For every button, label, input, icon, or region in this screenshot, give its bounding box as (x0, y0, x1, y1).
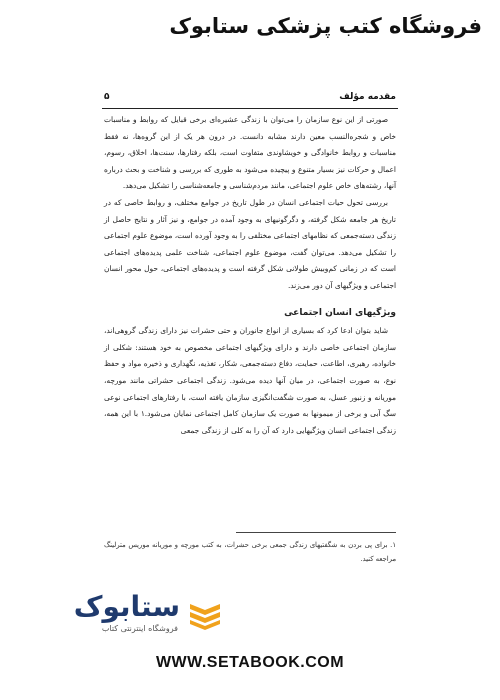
logo-brand: ستابوک (73, 590, 180, 623)
page-header-title: مقدمه مؤلف (339, 92, 396, 102)
page-body (104, 112, 396, 439)
page-number: ۵ (104, 92, 110, 102)
footnote-rule (236, 532, 396, 533)
paragraph: صورتی از این نوع سازمان را می‌توان با زندگی عشیره‌ای برخی قبایل که روابط و مناسبات خاص و شجره‌النسب معین دارند مشابه دانست. در درون هر یک از این گروه‌ها، نه فقط مناسبات و روابط خانوادگی و خویشاوندی متفاوت است، بلکه رفتارها، سنت‌ها، اخلاق، رسوم، اعمال و حرکات نیز بسیار متنوع و پیچیده می‌شود به طوری که بررسی و شناخت و بحث درباره آنها، رشته‌های خاص علوم اجتماعی، مانند مردم‌شناسی و جامعه‌شناسی را تشکیل می‌دهد. (104, 115, 396, 191)
site-url: WWW.SETABOOK.COM (155, 654, 345, 671)
paragraph: شاید بتوان ادعا کرد که بسیاری از انواع جانوران و حتی حشرات نیز دارای زندگی گروهی‌اند، سازمان اجتماعی خاصی دارند و دارای ویژگیهای اجتماعی مخصوص به خود هستند: شکلی از خانواده، رهبری، اطاعت، حمایت، دفاع دسته‌جمعی، شکار، تغذیه، نگهداری و ذخیره مواد و حفظ نوع، به صورت اجتماعی، در میان آنها دیده می‌شود. زندگی اجتماعی حشراتی مانند مورچه، موریانه و زنبور عسل، به صورت شگفت‌انگیزی سازمان یافته است، با رفتارهای اجتماعی نوعی سگ آبی و برخی از میمونها به صورت یک سازمان کامل اجتماعی نمایان می‌شود.۱ با این همه، زندگی اجتماعی انسان ویژگیهایی دارد که آن را به کلی از زندگی جمعی (104, 326, 396, 435)
header-rule (102, 108, 398, 109)
paragraph: بررسی تحول حیات اجتماعی انسان در طول تاریخ در جوامع مختلف، و روابط خاصی که در تاریخ هر جامعه شکل گرفته، و دگرگونیهای به وجود آمده در جوامع، و نیز آثار و نتایج حاصل از زندگی دسته‌جمعی که نظامهای اجتماعی مختلفی را به وجود آورده است، موضوع علوم اجتماعی را تشکیل می‌دهد. می‌توان گفت، موضوع علوم اجتماعی، شناخت علمی پدیده‌های اجتماعی است که در زمانی کم‌وبیش طولانی شکل گرفته است و پدیده‌های اجتماعی، حول محور انسان اجتماعی و ویژگیهای آن دور می‌زند. (104, 197, 396, 290)
logo-tagline: فروشگاه اینترنتی کتاب (101, 624, 178, 633)
store-header: فروشگاه کتب پزشکی ستابوک (169, 14, 482, 38)
book-icon (188, 596, 222, 630)
page-header (104, 92, 396, 106)
setabook-logo (38, 590, 228, 650)
section-title: ویژگیهای انسان اجتماعی (284, 307, 396, 318)
footnote: ۱. برای پی بردن به شگفتیهای زندگی جمعی برخی حشرات، به کتب مورچه و موریانه موریس مترلینگ مراجعه کنید. (104, 541, 396, 563)
